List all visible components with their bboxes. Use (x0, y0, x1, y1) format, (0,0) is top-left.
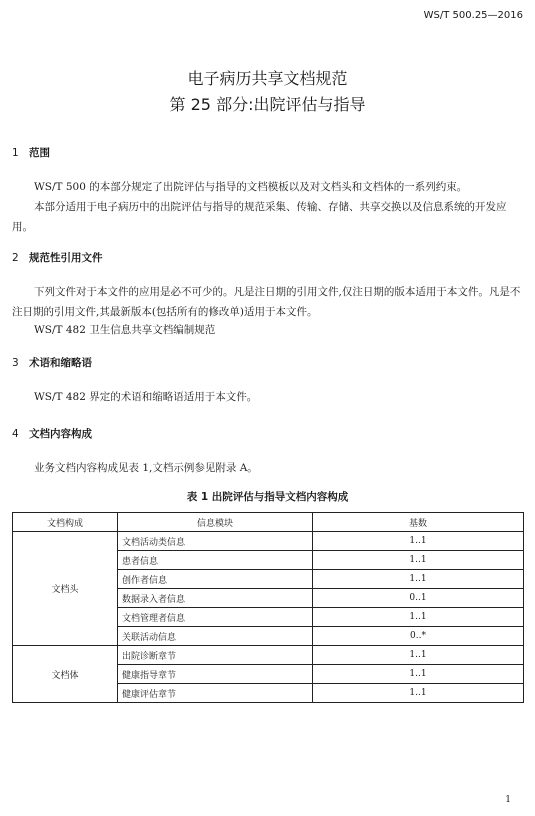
section-heading-terms (12, 355, 92, 370)
paragraph: WS/T 500 的本部分规定了出院评估与指导的文档模板以及对文档头和文档体的一系列约束。 (34, 181, 468, 193)
module-cell: 健康评估章节 (118, 684, 313, 703)
cardinality-cell: 0..* (313, 627, 524, 646)
paragraph: 下列文件对于本文件的应用是必不可少的。凡是注日期的引用文件,仅注日期的版本适用于本文件。凡是不注日期的引用文件,其最新版本(包括所有的修改单)适用于本文件。 (12, 286, 521, 318)
table-caption: 表 1 出院评估与指导文档内容构成 (186, 491, 349, 503)
document-subtitle: 第 25 部分:出院评估与指导 (169, 95, 366, 114)
module-cell: 文档活动类信息 (118, 532, 313, 551)
column-header: 基数 (313, 513, 524, 532)
section-heading-scope (12, 145, 50, 160)
page-number: 1 (505, 795, 511, 805)
section-number: 3 (12, 357, 19, 369)
cardinality-cell: 0..1 (313, 589, 524, 608)
paragraph: WS/T 482 界定的术语和缩略语适用于本文件。 (34, 391, 258, 403)
cardinality-cell: 1..1 (313, 665, 524, 684)
section-heading-content (12, 426, 92, 441)
table-row (13, 532, 524, 551)
section-title: 范围 (29, 147, 50, 159)
section-title: 文档内容构成 (29, 428, 92, 440)
cardinality-cell: 1..1 (313, 684, 524, 703)
document-title: 电子病历共享文档规范 (187, 69, 348, 88)
section-number: 1 (12, 147, 19, 159)
reference-item: WS/T 482 卫生信息共享文档编制规范 (34, 324, 216, 336)
section-number: 4 (12, 428, 19, 440)
section-heading-normative-references (12, 250, 103, 265)
cardinality-cell: 1..1 (313, 551, 524, 570)
section-title: 规范性引用文件 (29, 252, 103, 264)
section-title: 术语和缩略语 (29, 357, 92, 369)
content-table (12, 512, 524, 703)
cardinality-cell: 1..1 (313, 608, 524, 627)
table-row (13, 646, 524, 665)
module-cell: 健康指导章节 (118, 665, 313, 684)
module-cell: 数据录入者信息 (118, 589, 313, 608)
module-cell: 患者信息 (118, 551, 313, 570)
module-cell: 关联活动信息 (118, 627, 313, 646)
table-header-row (13, 513, 524, 532)
cardinality-cell: 1..1 (313, 646, 524, 665)
group-cell: 文档头 (13, 532, 118, 646)
cardinality-cell: 1..1 (313, 532, 524, 551)
standard-code: WS/T 500.25—2016 (423, 10, 523, 21)
module-cell: 出院诊断章节 (118, 646, 313, 665)
module-cell: 文档管理者信息 (118, 608, 313, 627)
column-header: 信息模块 (118, 513, 313, 532)
paragraph: 业务文档内容构成见表 1,文档示例参见附录 A。 (34, 462, 258, 474)
module-cell: 创作者信息 (118, 570, 313, 589)
paragraph: 本部分适用于电子病历中的出院评估与指导的规范采集、传输、存储、共享交换以及信息系统的开发应用。 (12, 201, 507, 233)
group-cell: 文档体 (13, 646, 118, 703)
cardinality-cell: 1..1 (313, 570, 524, 589)
column-header: 文档构成 (13, 513, 118, 532)
section-number: 2 (12, 252, 19, 264)
